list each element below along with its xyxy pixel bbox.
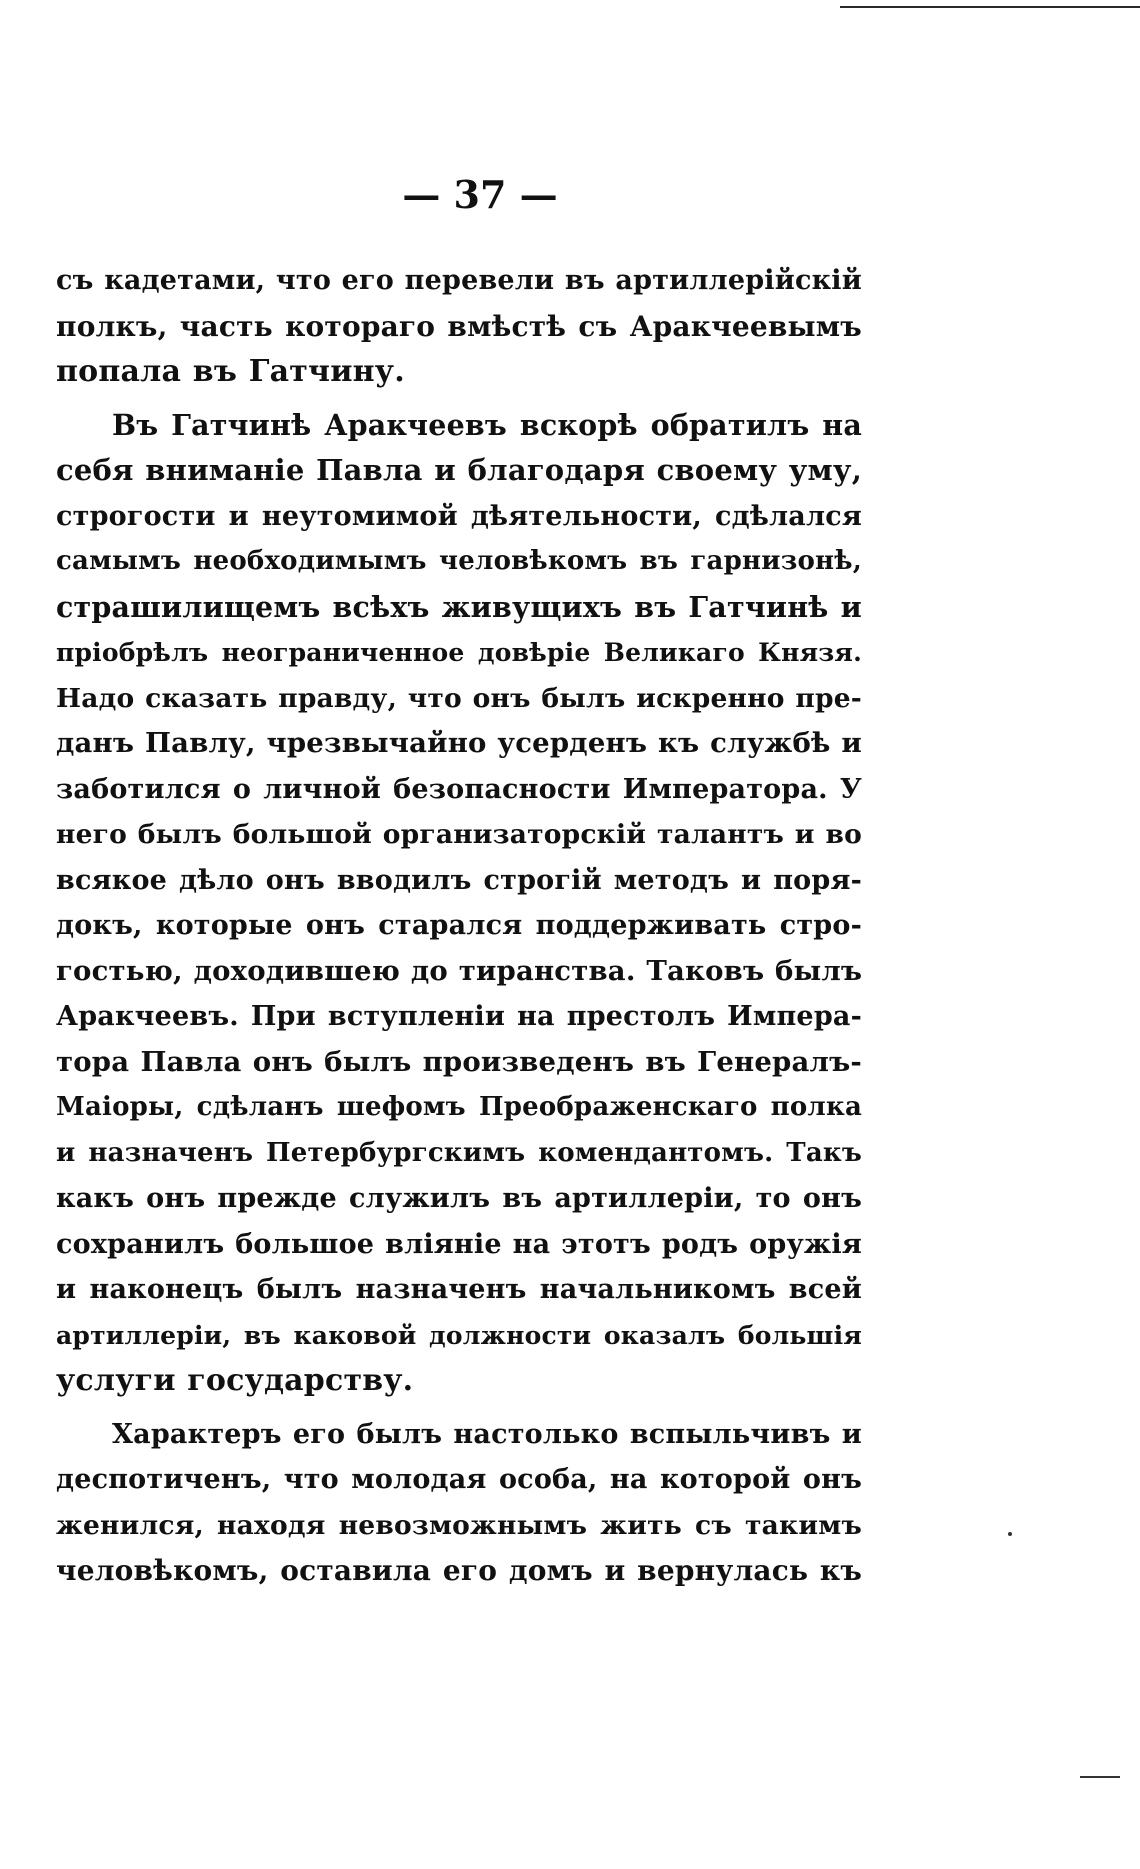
- text-line: гостью, доходившею до тиранства. Таковъ былъ: [56, 954, 863, 987]
- text-line: пріобрѣлъ неограниченное довѣріе Великаго Князя.: [56, 638, 862, 667]
- text-line: съ кадетами, что его перевели въ артиллерійскій: [56, 265, 862, 296]
- text-line: тора Павла онъ былъ произведенъ въ Генералъ-: [56, 1045, 862, 1078]
- paragraph-3: [56, 1412, 862, 1594]
- text-line: сохранилъ большое вліяніе на этотъ родъ оружія: [56, 1228, 862, 1260]
- text-line: всякое дѣло онъ вводилъ строгій методъ и поря-: [56, 864, 862, 896]
- text-line: самымъ необходимымъ человѣкомъ въ гарнизонѣ,: [56, 546, 862, 576]
- text-line: попала въ Гатчину.: [56, 354, 405, 389]
- text-line: и наконецъ былъ назначенъ начальникомъ всей: [56, 1274, 862, 1305]
- text-line: строгости и неутомимой дѣятельности, сдѣлался: [56, 500, 862, 532]
- page-number: — 37 —: [402, 172, 558, 217]
- text-line: него былъ большой организаторскій талантъ и во: [56, 819, 862, 850]
- text-line: Характеръ его былъ настолько вспыльчивъ и: [112, 1418, 862, 1450]
- text-line: заботился о личной безопасности Императора. У: [56, 773, 862, 805]
- text-line: женился, находя невозможнымъ жить съ такимъ: [56, 1509, 862, 1541]
- text-line: Въ Гатчинѣ Аракчеевъ вскорѣ обратилъ на: [112, 407, 862, 442]
- paragraph-1: [56, 258, 862, 395]
- text-line: услуги государству.: [56, 1363, 414, 1398]
- text-line: и назначенъ Петербургскимъ комендантомъ. Такъ: [56, 1137, 862, 1168]
- text-line: себя вниманіе Павла и благодаря своему уму,: [56, 453, 862, 487]
- paragraph-2: [56, 403, 862, 1404]
- text-line: деспотиченъ, что молодая особа, на которой онъ: [56, 1464, 862, 1495]
- text-line: докъ, которые онъ старался поддерживать стро-: [56, 910, 862, 941]
- top-edge-rule: [840, 6, 1140, 8]
- text-line: данъ Павлу, чрезвычайно усерденъ къ службѣ и: [56, 727, 862, 759]
- body-text: [56, 258, 862, 1594]
- text-line: какъ онъ прежде служилъ въ артиллеріи, то онъ: [56, 1183, 862, 1214]
- bottom-edge-rule: [1080, 1776, 1120, 1778]
- text-line: полкъ, часть котораго вмѣстѣ съ Аракчеевымъ: [56, 309, 862, 343]
- text-line: человѣкомъ, оставила его домъ и вернулась къ: [56, 1554, 862, 1587]
- text-line: страшилищемъ всѣхъ живущихъ въ Гатчинѣ и: [56, 589, 862, 624]
- scan-speck: [1008, 1532, 1012, 1536]
- text-line: артиллеріи, въ каковой должности оказалъ большія: [56, 1320, 862, 1350]
- text-line: Маіоры, сдѣланъ шефомъ Преображенскаго полка: [56, 1092, 862, 1122]
- text-line: Аракчеевъ. При вступленіи на престолъ Импера-: [56, 1001, 862, 1032]
- text-line: Надо сказать правду, что онъ былъ искренно пре-: [56, 682, 862, 714]
